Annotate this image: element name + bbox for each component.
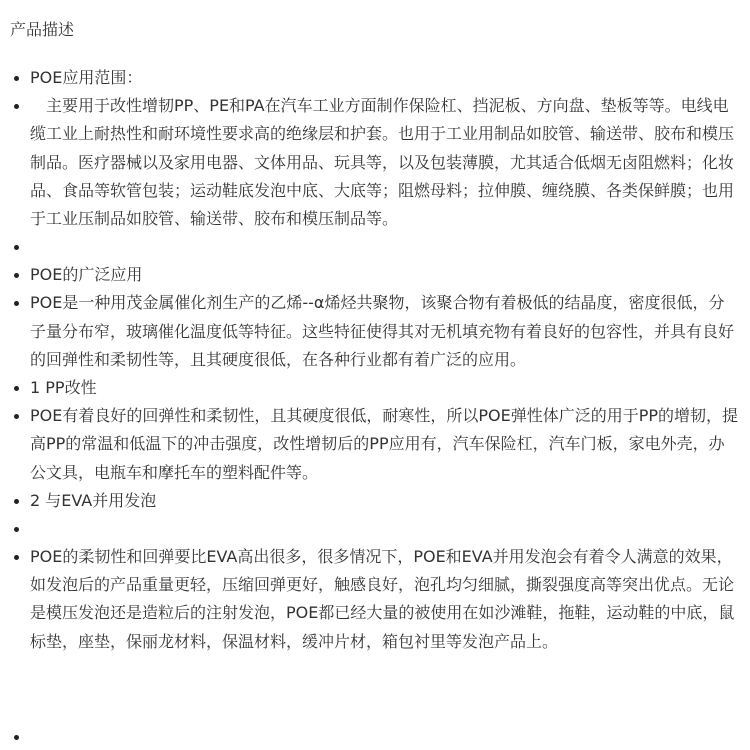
list-bullet-partial xyxy=(14,735,19,740)
list-item xyxy=(0,374,750,402)
item-text: 主要用于改性增韧PP、PE和PA在汽车工业方面制作保险杠、挡泥板、方向盘、垫板等等。电线电缆工业上耐热性和耐环境性要求高的绝缘层和护套。也用于工业用制品如胶管、输送带、胶布和模压制品。医疗器械以及家用电器、文体用品、玩具等，以及包装薄膜，尤其适合低烟无卤阻燃料；化妆品、食品等软管包装；运动鞋底发泡中底、大底等；阻燃母料；拉伸膜、缠绕膜、各类保鲜膜；也用于工业压制品如胶管、输送带、胶布和模压制品等。 xyxy=(30,96,735,229)
page-title: 产品描述 xyxy=(10,20,75,39)
list-item xyxy=(0,487,750,515)
list-item xyxy=(0,543,750,656)
item-text: 2 与EVA并用发泡 xyxy=(30,490,157,510)
list-item-empty xyxy=(0,233,750,261)
item-text: POE有着良好的回弹性和柔韧性，且其硬度很低，耐寒性，所以POE弹性体广泛的用于PP的增韧，提高PP的常温和低温下的冲击强度，改性增韧后的PP应用有，汽车保险杠，汽车门板，家电外壳，办公文具，电瓶车和摩托车的塑料配件等。 xyxy=(30,406,739,482)
item-text: POE应用范围： xyxy=(30,68,143,87)
item-text: 1 PP改性 xyxy=(30,378,97,398)
product-description-list xyxy=(0,64,750,656)
list-item xyxy=(0,289,750,374)
list-item xyxy=(0,92,750,233)
list-item xyxy=(0,64,750,92)
list-item-empty xyxy=(0,515,750,543)
item-text: POE的柔韧性和回弹要比EVA高出很多，很多情况下，POE和EVA并用发泡会有着令人满意的效果，如发泡后的产品重量更轻，压缩回弹更好，触感良好，泡孔均匀细腻，撕裂强度高等突出优点。无论是模压发泡还是造粒后的注射发泡，POE都已经大量的被使用在如沙滩鞋，拖鞋，运动鞋的中底，鼠标垫，座垫，保丽龙材料，保温材料，缓冲片材，箱包衬里等发泡产品上。 xyxy=(30,547,735,651)
item-text: POE是一种用茂金属催化剂生产的乙烯--α烯烃共聚物，该聚合物有着极低的结晶度，密度很低，分子量分布窄，玻璃催化温度低等特征。这些特征使得其对无机填充物有着良好的包容性，并具有良好的回弹性和柔韧性等，且其硬度很低，在各种行业都有着广泛的应用。 xyxy=(30,293,735,369)
item-text: POE的广泛应用 xyxy=(30,265,143,285)
list-item xyxy=(0,261,750,289)
list-item xyxy=(0,402,750,487)
